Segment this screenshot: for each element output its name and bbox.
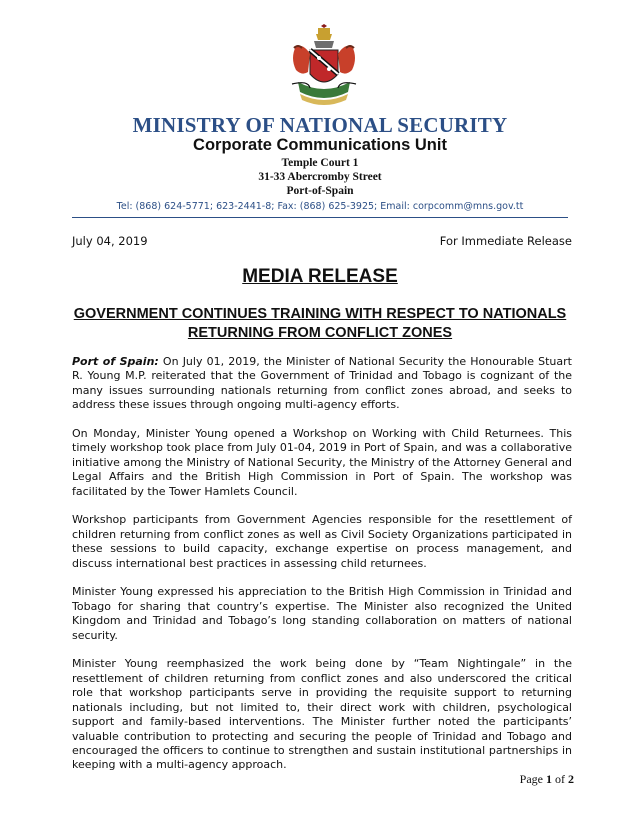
page-total: 2	[568, 772, 574, 786]
page-number	[520, 772, 574, 787]
page-word: Page	[519, 772, 543, 786]
body-text	[72, 355, 572, 787]
address-line-1: Temple Court 1	[281, 157, 359, 169]
document-title: MEDIA RELEASE	[242, 266, 398, 287]
release-date: July 04, 2019	[72, 234, 148, 248]
paragraph-5: Minister Young reemphasized the work being done by “Team Nightingale” in the resettlement of children returning from conflict zones and also underscored the critical role that workshop participants serve in providing the requisite support to returning nationals including, but not limited to, their direct work with children, psychological support and family-based interventions. The Minister further noted the participants’ valuable contribution to protecting and securing the people of Trinidad and Tobago and encouraged the officers to continue to strengthen and sustain institutional partnerships in keeping with a multi-agency approach.	[72, 657, 572, 772]
paragraph-4: Minister Young expressed his appreciation to the British High Commission in Trinidad and Tobago for sharing that country’s expertise. The Minister also recognized the United Kingdom and Trinidad and Tobago’s long standing collaboration on matters of national security.	[72, 585, 572, 642]
ministry-name: MINISTRY OF NATIONAL SECURITY	[132, 113, 508, 137]
paragraph-1-text: On July 01, 2019, the Minister of National Security the Honourable Stuart R. Young M.P. reiterated that the Government of Trinidad and Tobago is cognizant of the many issues surrounding nationals returning from conflict zones abroad, and seeks to address these issues through ongoing multi-agency efforts.	[72, 355, 572, 412]
paragraph-1	[72, 355, 572, 413]
page-of-word: of	[555, 772, 565, 786]
headline: GOVERNMENT CONTINUES TRAINING WITH RESPECT TO NATIONALS RETURNING FROM CONFLICT ZONES	[73, 306, 567, 341]
header-divider	[72, 217, 568, 218]
paragraph-3: Workshop participants from Government Agencies responsible for the resettlement of children returning from conflict zones as well as Civil Society Organizations participated in these sessions to build capacity, exchange expertise on process management, and discuss international best practices in assessing child returnees.	[72, 513, 572, 570]
address-line-2: 31-33 Abercromby Street	[258, 171, 382, 183]
address-line-3: Port-of-Spain	[286, 185, 354, 197]
contact-line: Tel: (868) 624-5771; 623-2441-8; Fax: (868) 625-3925; Email: corpcomm@mns.gov.tt	[116, 201, 524, 212]
coat-of-arms-emblem	[288, 24, 360, 108]
unit-name: Corporate Communications Unit	[193, 136, 447, 154]
paragraph-2: On Monday, Minister Young opened a Workshop on Working with Child Returnees. This timely workshop took place from July 01-04, 2019 in Port of Spain, and was a collaborative initiative among the Ministry of National Security, the Ministry of the Attorney General and Legal Affairs and the British High Commission in Port of Spain. The workshop was facilitated by the Tower Hamlets Council.	[72, 427, 572, 498]
page-current: 1	[546, 772, 552, 786]
dateline-place: Port of Spain:	[72, 355, 159, 368]
release-type: For Immediate Release	[439, 234, 572, 248]
